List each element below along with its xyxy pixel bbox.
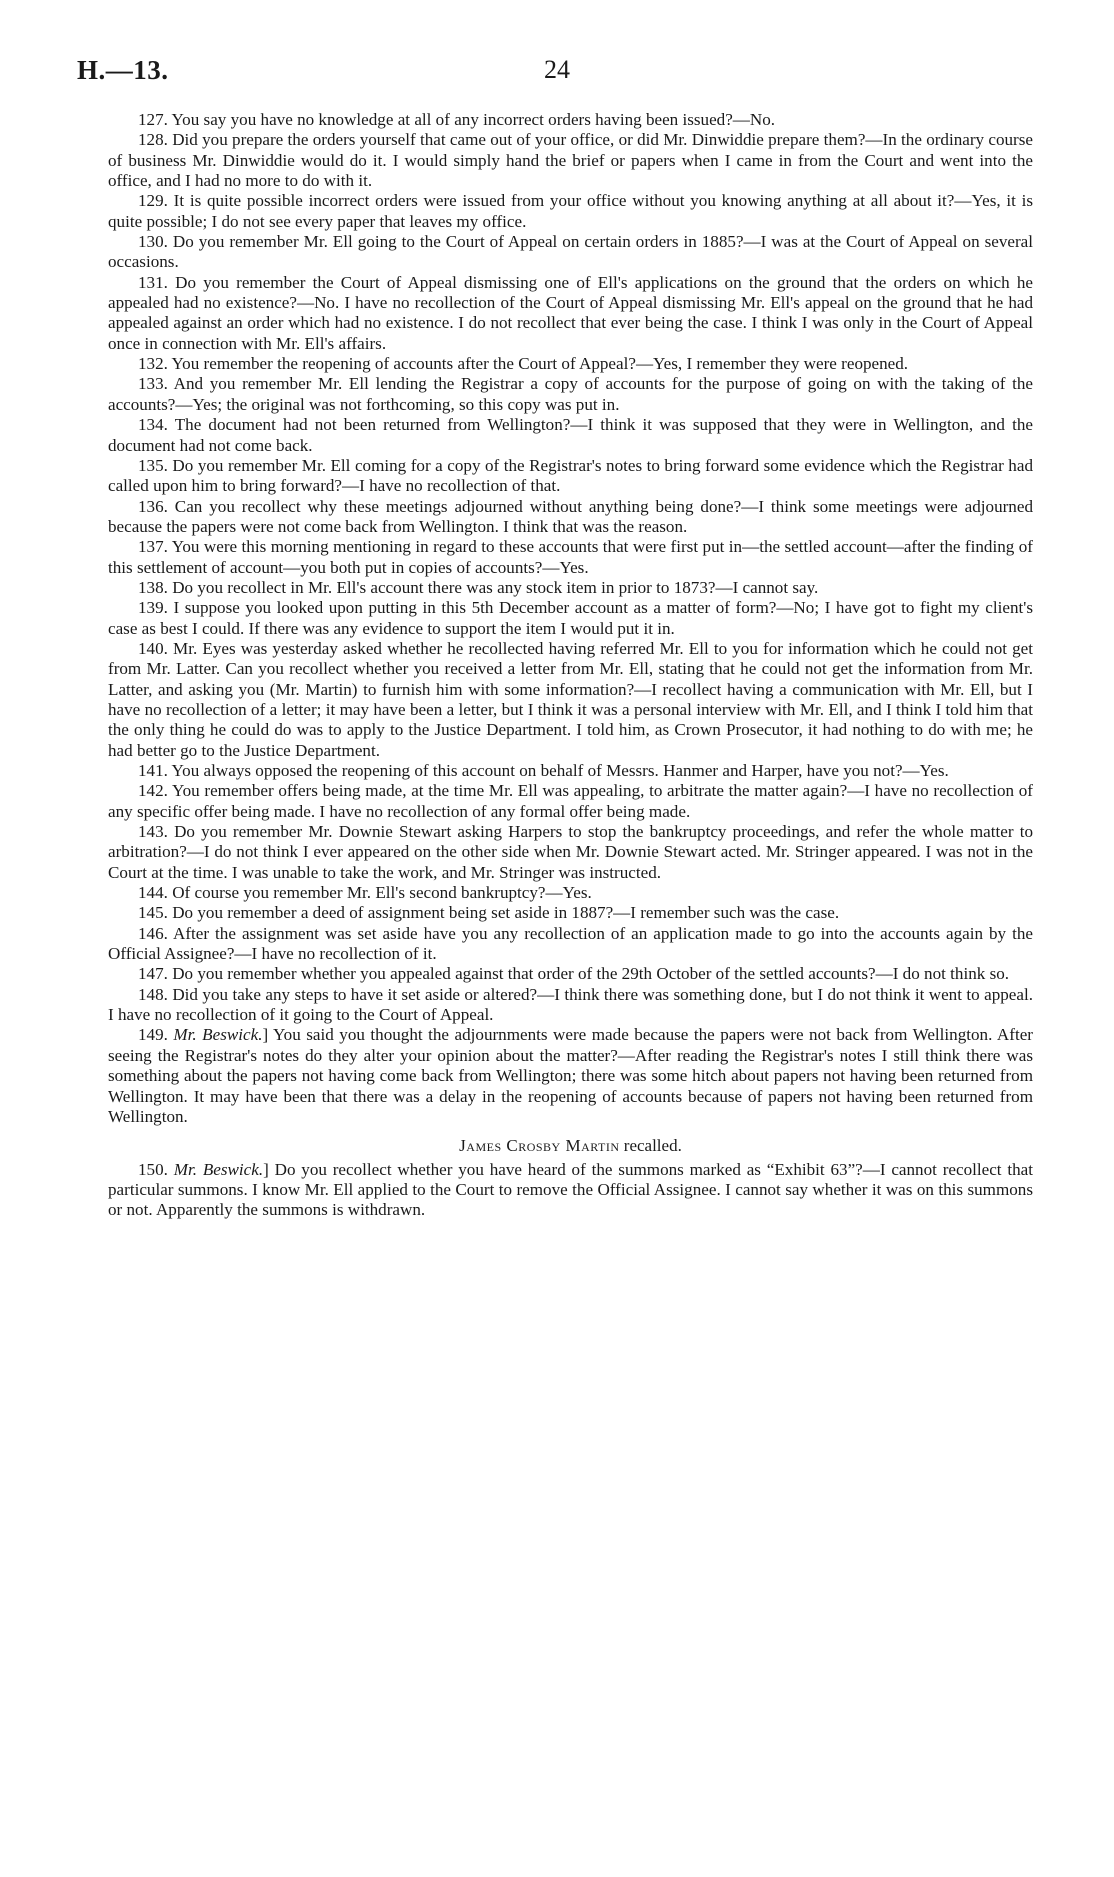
paragraph-129: 129. It is quite possible incorrect orders were issued from your office without you knowing anything at all about it?—Yes, it is quite possible; I do not see every paper that leaves my office. xyxy=(108,191,1033,231)
paragraph-139: 139. I suppose you looked upon putting in this 5th December account as a matter of form?—No; I have got to fight my client's case as best I could. If there was any evidence to support the item I would put it in. xyxy=(108,598,1033,638)
paragraph-138: 138. Do you recollect in Mr. Ell's account there was any stock item in prior to 1873?—I cannot say. xyxy=(138,577,819,597)
paragraph-143: 143. Do you remember Mr. Downie Stewart asking Harpers to stop the bankruptcy proceedings, and refer the whole matter to arbitration?—I do not think I ever appeared on the other side when Mr. Downie Stewart acted. Mr. Stringer appeared. I was not in the Court at the time. I was unable to take the work, and Mr. Stringer was instructed. xyxy=(108,822,1033,882)
paragraph-134: 134. The document had not been returned from Wellington?—I think it was supposed that they were in Wellington, and the document had not come back. xyxy=(108,415,1033,455)
document-reference: H.—13. xyxy=(77,55,169,85)
paragraph-135: 135. Do you remember Mr. Ell coming for a copy of the Registrar's notes to bring forward some evidence which the Registrar had called upon him to bring forward?—I have no recollection of that. xyxy=(108,455,1033,496)
paragraph-145: 145. Do you remember a deed of assignment being set aside in 1887?—I remember such was the case. xyxy=(138,903,840,923)
document-body xyxy=(108,110,1033,1221)
paragraph-149 xyxy=(108,1025,1033,1127)
paragraph-146: 146. After the assignment was set aside have you any recollection of an application made to go into the accounts again by the Official Assignee?—I have no recollection of it. xyxy=(108,923,1033,964)
paragraph-text: ] You said you thought the adjournments were made because the papers were not back from Wellington. After seeing the Registrar's notes do they alter your opinion about the matter?—After reading the Registrar's notes I still think there was something about the papers not having come back from Wellington; there was some hitch about papers not having been returned from Wellington. It may have been that there was a delay in the reopening of accounts because of papers not having been returned from Wellington. xyxy=(108,1025,1033,1126)
paragraph-132: 132. You remember the reopening of accounts after the Court of Appeal?—Yes, I remember they were reopened. xyxy=(138,354,909,374)
paragraph-142: 142. You remember offers being made, at the time Mr. Ell was appealing, to arbitrate the matter again?—I have no recollection of any specific offer being made. I have no recollection of any formal offer being made. xyxy=(108,781,1033,821)
paragraph-130: 130. Do you remember Mr. Ell going to the Court of Appeal on certain orders in 1885?—I was at the Court of Appeal on several occasions. xyxy=(108,232,1033,272)
paragraph-141: 141. You always opposed the reopening of this account on behalf of Messrs. Hanmer and Harper, have you not?—Yes. xyxy=(138,761,949,780)
question-number: 150. xyxy=(138,1159,168,1179)
speaker-name: Mr. Beswick. xyxy=(173,1159,264,1179)
heading-suffix: recalled. xyxy=(619,1136,682,1156)
witness-name: James Crosby Martin xyxy=(459,1136,620,1156)
paragraph-131: 131. Do you remember the Court of Appeal dismissing one of Ell's applications on the ground that the orders on which he appealed had no existence?—No. I have no recollection of the Court of Appeal dismissing Mr. Ell's appeal on the ground that he had appealed against an order which had no existence. I do not recollect that ever being the case. I think I was only in the Court of Appeal once in connection with Mr. Ell's affairs. xyxy=(108,272,1033,353)
paragraph-137: 137. You were this morning mentioning in regard to these accounts that were first put in—the settled account—after the finding of this settlement of account—you both put in copies of accounts?—Yes. xyxy=(108,537,1033,577)
paragraph-148: 148. Did you take any steps to have it set aside or altered?—I think there was something done, but I do not think it went to appeal. I have no recollection of it going to the Court of Appeal. xyxy=(108,984,1033,1025)
paragraph-text: ] Do you recollect whether you have heard of the summons marked as “Exhibit 63”?—I cannot recollect that particular summons. I know Mr. Ell applied to the Court to remove the Official Assignee. I cannot say whether it was on this summons or not. Apparently the summons is withdrawn. xyxy=(108,1159,1033,1220)
page-header xyxy=(77,55,1037,95)
paragraph-144: 144. Of course you remember Mr. Ell's second bankruptcy?—Yes. xyxy=(138,883,592,903)
page-number: 24 xyxy=(544,55,570,84)
paragraph-127: 127. You say you have no knowledge at all of any incorrect orders having been issued?—No. xyxy=(138,110,776,129)
paragraph-140: 140. Mr. Eyes was yesterday asked whether he recollected having referred Mr. Ell to you for information which he could not get from Mr. Latter. Can you recollect whether you received a letter from Mr. Ell, stating that he could not get the information from Mr. Latter, and asking you (Mr. Martin) to furnish him with some information?—I recollect having a communication with Mr. Ell, but I have no recollection of a letter; it may have been a letter, but I think it was a personal interview with Mr. Ell, and I think I told him that the only thing he could do was to apply to the Justice Department. I told him, as Crown Prosecutor, it had nothing to do with me; he had better go to the Justice Department. xyxy=(108,638,1033,760)
question-number: 149. xyxy=(138,1025,168,1045)
speaker-name: Mr. Beswick. xyxy=(173,1025,263,1045)
paragraph-147: 147. Do you remember whether you appealed against that order of the 29th October of the settled accounts?—I do not think so. xyxy=(138,964,1010,984)
paragraph-150 xyxy=(108,1160,1033,1221)
paragraph-136: 136. Can you recollect why these meetings adjourned without anything being done?—I think some meetings were adjourned because the papers were not come back from Wellington. I think that was the reason. xyxy=(108,496,1033,536)
paragraph-128: 128. Did you prepare the orders yourself that came out of your office, or did Mr. Dinwiddie prepare them?—In the ordinary course of business Mr. Dinwiddie would do it. I would simply hand the brief or papers when I came in from the Court and went into the office, and I had no more to do with it. xyxy=(108,130,1033,191)
section-heading xyxy=(108,1127,1033,1159)
paragraph-133: 133. And you remember Mr. Ell lending the Registrar a copy of accounts for the purpose of going on with the taking of the accounts?—Yes; the original was not forthcoming, so this copy was put in. xyxy=(108,374,1033,414)
